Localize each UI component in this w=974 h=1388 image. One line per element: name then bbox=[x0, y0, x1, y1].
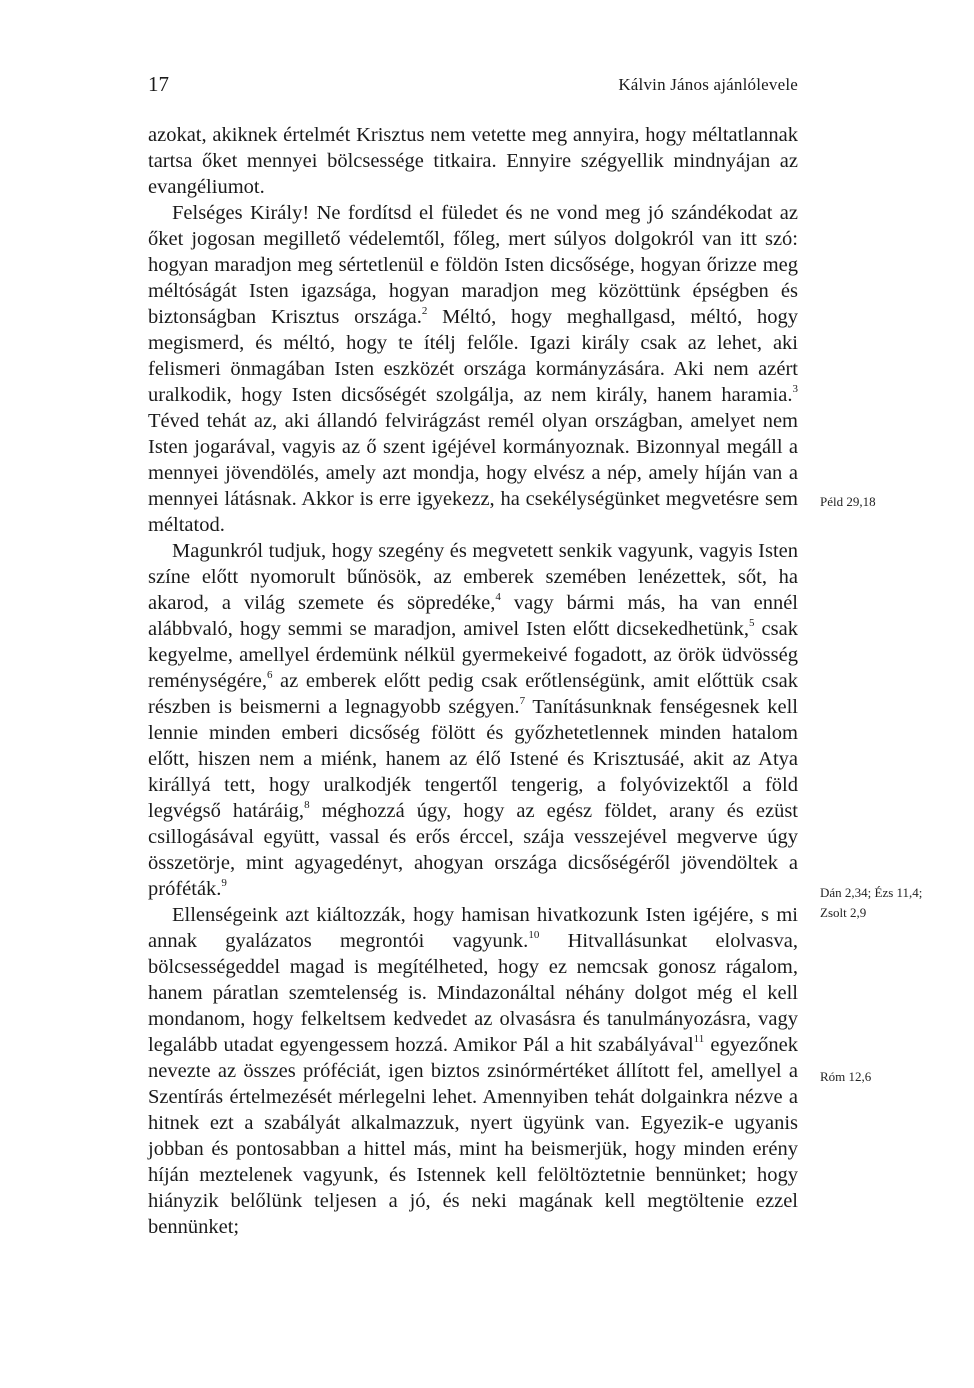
margin-reference: Dán 2,34; Ézs 11,4; Zsolt 2,9 bbox=[820, 885, 923, 920]
text-run: csak kegyelme, amellyel érdemünk nélkül gyermekeivé fogadott, az örök üdvösség reménységére, bbox=[148, 618, 798, 692]
footnote-marker[interactable]: 8 bbox=[304, 799, 310, 812]
footnote-marker[interactable]: 10 bbox=[528, 929, 540, 942]
paragraph bbox=[148, 902, 798, 1240]
text-run: Téved tehát az, aki állandó felvirágzást remél olyan országban, amelyet nem Isten jogarával, vagyis az ő szent igéjével kormányoznak. Bizonnyal megáll a mennyei jövendölés, amely azt mondja, hogy elvész a nép, amely híján van a mennyei látásnak. Akkor is erre igyekezz, ha csekélységünket megvetésre sem méltatod. bbox=[148, 410, 798, 536]
footnote-marker[interactable]: 3 bbox=[792, 383, 798, 396]
footnote-marker[interactable]: 11 bbox=[693, 1033, 705, 1046]
text-run: Felséges Király! Ne fordítsd el füledet és ne vond meg jó szándékodat az őket jogosan megillető védelemtől, főleg, mert súlyos dolgokról van itt szó: hogyan maradjon meg sértetlenül e földön Isten dicsősége, hogyan őrizze meg méltóságát Isten igazsága, hogyan maradjon meg közöttünk épségben és biztonságban Krisztus országa. bbox=[148, 202, 798, 328]
text-run: azokat, akiknek értelmét Krisztus nem vetette meg annyira, hogy méltatlannak tartsa őket mennyei bölcsessége titkaira. Ennyire szégyellik mindnyájan az evangéliumot. bbox=[148, 124, 798, 198]
page-number: 17 bbox=[148, 72, 169, 96]
footnote-marker[interactable]: 7 bbox=[519, 695, 526, 708]
margin-reference: Róm 12,6 bbox=[820, 1069, 872, 1084]
margin-reference: Péld 29,18 bbox=[820, 494, 876, 509]
text-run: Méltó, hogy meghallgasd, méltó, hogy megismerd, és méltó, hogy te ítélj felőle. Igazi király csak az lehet, aki felismeri önmagában Isten eszközét országa kormányzására. Aki nem azért uralkodik, hogy Isten dicsőségét szolgálja, az nem király, hanem haramia. bbox=[148, 306, 799, 406]
text-run: Ellenségeink azt kiáltozzák, hogy hamisan hivatkozunk Isten igéjére, s mi annak gyalázatos megrontói vagyunk. bbox=[148, 904, 798, 952]
text-run: az emberek előtt pedig csak erőtlenségünk, amit előttük csak részben is beismerni a legnagyobb szégyen. bbox=[148, 670, 798, 718]
text-run: vagy bármi más, ha van ennél alábbvaló, hogy semmi se maradjon, amivel Isten előtt dicsekedhetünk, bbox=[148, 592, 798, 640]
paragraph bbox=[148, 538, 798, 902]
text-run: Magunkról tudjuk, hogy szegény és megvetett senkik vagyunk, vagyis Isten színe előtt nyomorult bűnösök, az emberek szemében lenézettek, sőt, ha akarod, a világ szemete és söpredéke, bbox=[148, 540, 798, 614]
text-run: Tanításunknak fenségesnek kell lennie minden emberi dicsőség fölött és győzhetetlennek minden hatalom előtt, hiszen nem a miénk, hanem az élő Istené és Krisztusáé, akit az Atya királlyá tett, hogy uralkodjék tengertől tengerig, a folyóvizektől a föld legvégső határáig, bbox=[148, 696, 798, 822]
paragraph bbox=[148, 200, 798, 538]
footnote-marker[interactable]: 6 bbox=[266, 669, 273, 682]
footnote-marker[interactable]: 5 bbox=[749, 617, 755, 630]
text-run: méghozzá úgy, hogy az egész földet, arany és ezüst csillogásával együtt, vassal és erős érccel, szája vesszejével megverve úgy összetörje, mint agyagedényt, ahogyan országa dicsőségéről jövendöltek a próféták. bbox=[148, 800, 798, 900]
footnote-marker[interactable]: 9 bbox=[221, 877, 227, 890]
running-title: Kálvin János ajánlólevele bbox=[618, 75, 798, 94]
body-text bbox=[148, 122, 798, 1240]
footnote-marker[interactable]: 4 bbox=[495, 591, 501, 604]
footnote-marker[interactable]: 2 bbox=[421, 305, 428, 318]
text-run: egyezőnek nevezte az összes próféciát, igen biztos zsinórmértéket állított fel, amellyel a Szentírás értelmezését mérlegelni lehet. Amennyiben tehát dolgainkra nézve a hitnek ezt a szabályát alkalmazzuk, nyert ügyünk van. Egyezik-e ugyanis jobban és pontosabban a hittel más, mint ha beismerjük, hogy minden erény híján meztelenek vagyunk, és Istennek kell felöltöztetnie bennünket; hogy hiányzik belőlünk teljesen a jó, és neki magának kell megtöltenie ezzel bennünket; bbox=[148, 1034, 799, 1238]
text-run: Hitvallásunkat elolvasva, bölcsességeddel magad is megítélheted, hogy ez nemcsak gonosz rágalom, hanem páratlan szemtelenség is. Mindazonáltal néhány dolgot még el kell mondanom, hogy felkeltsem kedvedet az olvasásra és tanulmányozásra, vagy legalább utadat egyengessem hozzá. Amikor Pál a hit szabályával bbox=[148, 930, 798, 1056]
paragraph bbox=[148, 122, 798, 200]
